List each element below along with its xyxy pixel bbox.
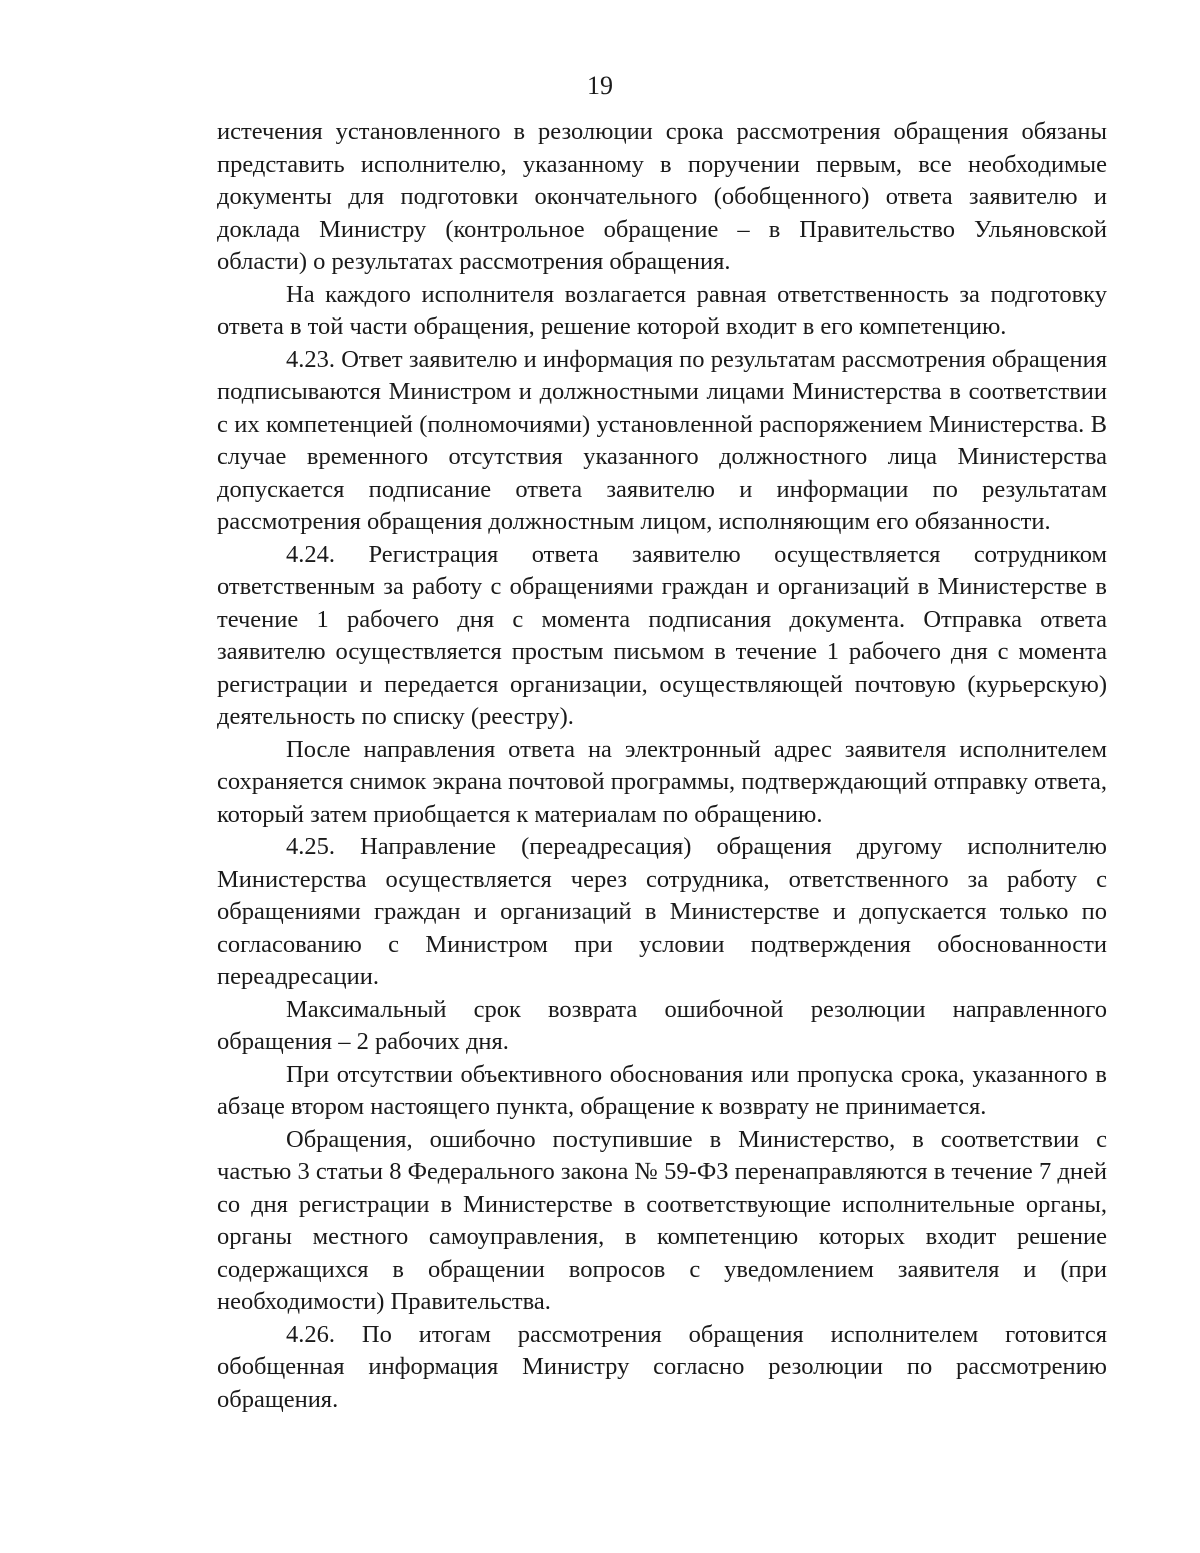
paragraph-4-25: 4.25. Направление (переадресация) обращения другому исполнителю Министерства осуществляется через сотрудника, ответственного за работу с обращениями граждан и организаций в Министерстве и допускается только по согласованию с Министром при условии подтверждения обоснованности переадресации. bbox=[217, 833, 1107, 990]
paragraph-4-26: 4.26. По итогам рассмотрения обращения исполнителем готовится обобщенная информация Министру согласно резолюции по рассмотрению обращения. bbox=[217, 1320, 1107, 1413]
paragraph-4-24: 4.24. Регистрация ответа заявителю осуществляется сотрудником ответственным за работу с обращениями граждан и организаций в Министерстве в течение 1 рабочего дня с момента подписания документа. Отправка ответа заявителю осуществляется простым письмом в течение 1 рабочего дня с момента регистрации и передается организации, осуществляющей почтовую (курьерскую) деятельность по списку (реестру). bbox=[217, 540, 1107, 730]
paragraph-max-term: Максимальный срок возврата ошибочной резолюции направленного обращения – 2 рабочих дня. bbox=[217, 995, 1107, 1055]
page-number: 19 bbox=[587, 71, 613, 100]
paragraph-4-23: 4.23. Ответ заявителю и информация по результатам рассмотрения обращения подписываются Министром и должностными лицами Министерства в соответствии с их компетенцией (полномочиями) установленной распоряжением Министерства. В случае временного отсутствия указанного должностного лица Министерства допускается подписание ответа заявителю и информации по результатам рассмотрения обращения должностным лицом, исполняющим его обязанности. bbox=[217, 345, 1107, 535]
paragraph-responsibility: На каждого исполнителя возлагается равная ответственность за подготовку ответа в той части обращения, решение которой входит в его компетенцию. bbox=[217, 280, 1107, 340]
paragraph-no-justification: При отсутствии объективного обоснования или пропуска срока, указанного в абзаце втором настоящего пункта, обращение к возврату не принимается. bbox=[217, 1060, 1107, 1120]
document-body bbox=[217, 116, 1107, 1416]
paragraph-email-screenshot: После направления ответа на электронный адрес заявителя исполнителем сохраняется снимок экрана почтовой программы, подтверждающий отправку ответа, который затем приобщается к материалам по обращению. bbox=[217, 735, 1107, 828]
paragraph-continuation: истечения установленного в резолюции срока рассмотрения обращения обязаны представить исполнителю, указанному в поручении первым, все необходимые документы для подготовки окончательного (обобщенного) ответа заявителю и доклада Министру (контрольное обращение – в Правительство Ульяновской области) о результатах рассмотрения обращения. bbox=[217, 118, 1107, 275]
paragraph-misdirected: Обращения, ошибочно поступившие в Министерство, в соответствии с частью 3 статьи 8 Федерального закона № 59-ФЗ перенаправляются в течение 7 дней со дня регистрации в Министерстве в соответствующие исполнительные органы, органы местного самоуправления, в компетенцию которых входит решение содержащихся в обращении вопросов с уведомлением заявителя и (при необходимости) Правительства. bbox=[217, 1125, 1107, 1315]
